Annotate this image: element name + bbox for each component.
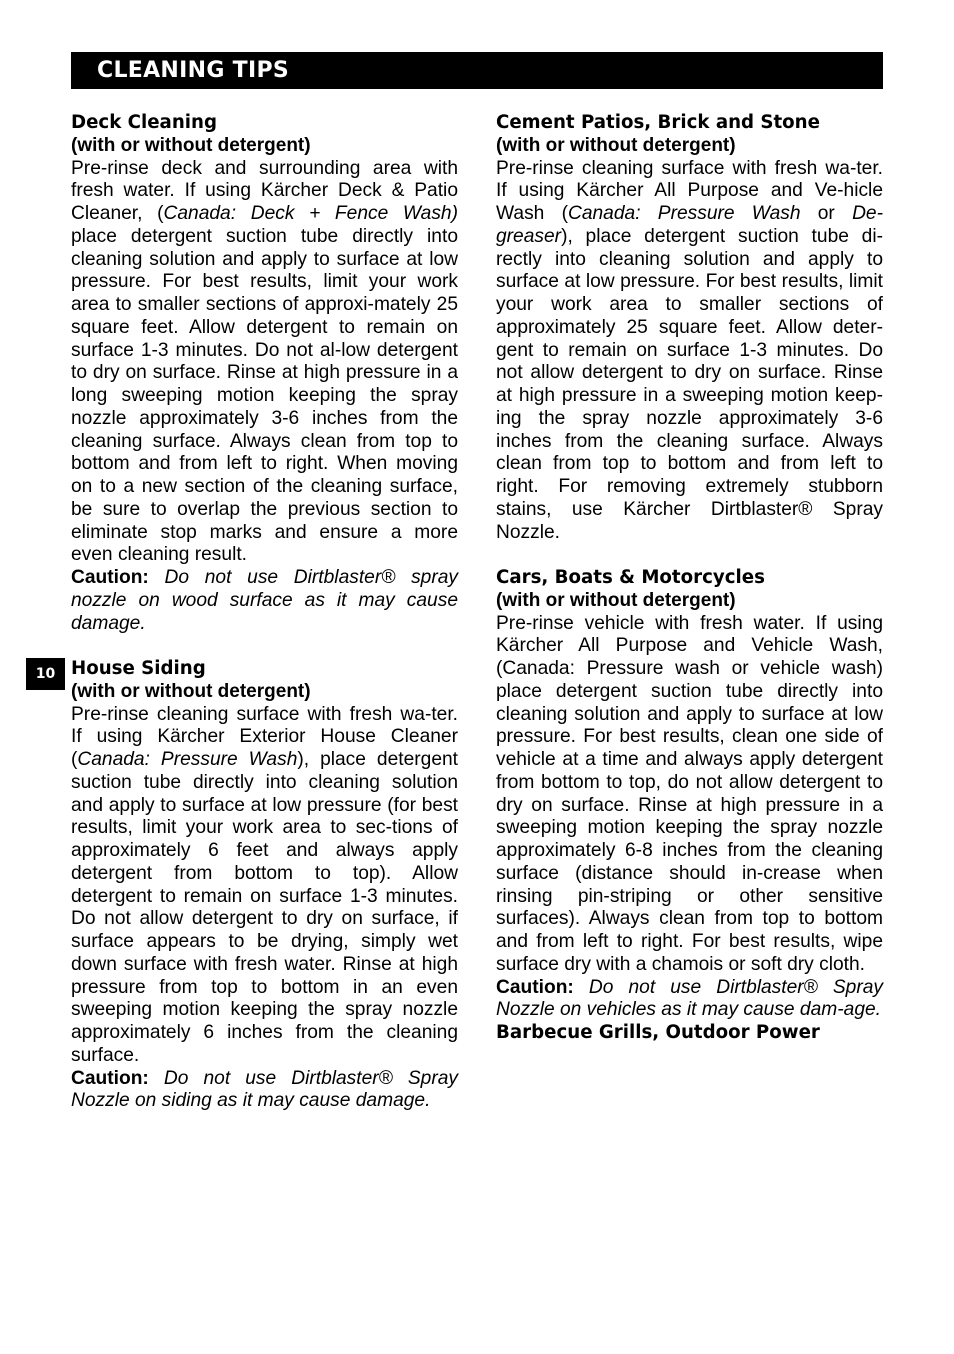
deck-caution (71, 567, 458, 635)
barbecue-grills-heading: Barbecue Grills, Outdoor Power (496, 1022, 820, 1043)
house-siding-section (71, 658, 458, 1113)
cement-or-text: or (800, 203, 853, 224)
deck-canada-product: Canada: Deck + Fence Wash) (163, 203, 458, 224)
deck-cleaning-section (71, 112, 458, 635)
cement-patios-heading: Cement Patios, Brick and Stone (496, 112, 820, 133)
deck-caution-label: Caution: (71, 567, 149, 588)
deck-body-text-2: place detergent suction tube directly into cleaning solution and apply to surface at low pressure. For best results, limit your work area to smaller sections of approxi-mately 25 square feet. Allow detergent to remain on surface 1-3 minutes. Do not al-low detergent to dry on surface. Rinse at high pressure in a long sweeping motion keeping the spray nozzle approximately 3-6 inches from the cleaning surface. Always clean from top to bottom and from left to right. When moving on to a new section of the cleaning surface, be sure to overlap the previous section to eliminate stop marks and ensure a more even cleaning result. (71, 225, 458, 566)
page-number-tab: 10 (26, 658, 65, 690)
deck-cleaning-body (71, 158, 458, 568)
cars-caution (496, 977, 883, 1023)
barbecue-grills-section (496, 1022, 883, 1045)
section-title: CLEANING TIPS (97, 58, 290, 83)
cars-caution-text: Do not use Dirtblaster® Spray Nozzle on vehicles as it may cause dam-age. (496, 976, 883, 1021)
deck-caution-text: Do not use Dirtblaster® spray nozzle on wood surface as it may cause damage. (71, 567, 458, 634)
siding-body-text-1: Pre-rinse cleaning surface with fresh wa-ter. If using Kärcher Exterior House Cleaner ( (71, 703, 458, 770)
cement-body-text-1: Pre-rinse cleaning surface with fresh wa-ter. If using Kärcher All Purpose and Ve-hicle Wash ( (496, 157, 883, 224)
cement-patios-section (496, 112, 883, 544)
cars-boats-subheading: (with or without detergent) (496, 589, 736, 611)
deck-cleaning-subheading: (with or without detergent) (71, 134, 311, 156)
cement-patios-subheading: (with or without detergent) (496, 134, 736, 156)
cement-canada-product-2: De-greaser (496, 203, 883, 247)
cement-body-text-2: ), place detergent suction tube di-rectly into cleaning solution and apply to surface at low pressure. For best results, limit your work area to smaller sections of approximately 25 square feet. Allow deter-gent to remain on surface 1-3 minutes. Do not allow detergent to dry on surface. Rinse at high pressure in a sweeping motion keep-ing the spray nozzle approximately 3-6 inches from the cleaning surface. Always clean from top to bottom and from left to right. For removing extremely stubborn stains, use Kärcher Dirtblaster® Spray Nozzle. (496, 225, 883, 543)
cars-boats-heading: Cars, Boats & Motorcycles (496, 567, 765, 588)
house-siding-heading: House Siding (71, 658, 206, 679)
left-column (71, 112, 458, 1113)
house-siding-body (71, 704, 458, 1068)
siding-caution-label: Caution: (71, 1067, 149, 1089)
cars-boats-section (496, 567, 883, 1022)
siding-caution-text: Do not use Dirtblaster® Spray Nozzle on siding as it may cause damage. (71, 1067, 458, 1112)
deck-cleaning-heading: Deck Cleaning (71, 112, 217, 133)
cars-caution-label: Caution: (496, 976, 574, 998)
cars-boats-body: Pre-rinse vehicle with fresh water. If using Kärcher All Purpose and Vehicle Wash, (Canada: Pressure wash or vehicle wash) place detergent suction tube directly into cleaning solution and apply to surface at low pressure. For best results, clean one side of vehicle at a time and always apply detergent from bottom to top, do not allow detergent to dry on surface. Rinse at high pressure in a sweeping motion keeping the spray nozzle approximately 6-8 inches from the cleaning surface (distance should in-crease when rinsing pin-striping or other sensitive surfaces). Always clean from top to bottom and from left to right. For best results, wipe surface dry with a chamois or soft dry cloth. (496, 612, 883, 975)
right-column (496, 112, 883, 1045)
siding-body-text-2: ), place detergent suction tube directly into cleaning solution and apply to surface at low pressure (for best results, limit your work area to sec-tions of approximately 6 feet and always apply detergent from bottom to top). Allow detergent to remain on surface 1-3 minutes. Do not allow detergent to dry on surface, if surface appears to be drying, simply wet down surface with fresh water. Rinse at high pressure from top to bottom in an even sweeping motion keeping the spray nozzle approximately 6 inches from the cleaning surface. (71, 749, 458, 1066)
house-siding-subheading: (with or without detergent) (71, 680, 311, 702)
siding-canada-product: Canada: Pressure Wash (77, 749, 298, 770)
cement-patios-body (496, 158, 883, 545)
deck-body-text-1: Pre-rinse deck and surrounding area with fresh water. If using Kärcher Deck & Patio Cleaner, ( (71, 157, 458, 224)
cement-canada-product-1: Canada: Pressure Wash (567, 203, 801, 224)
section-header-bar (71, 52, 883, 89)
siding-caution (71, 1068, 458, 1114)
